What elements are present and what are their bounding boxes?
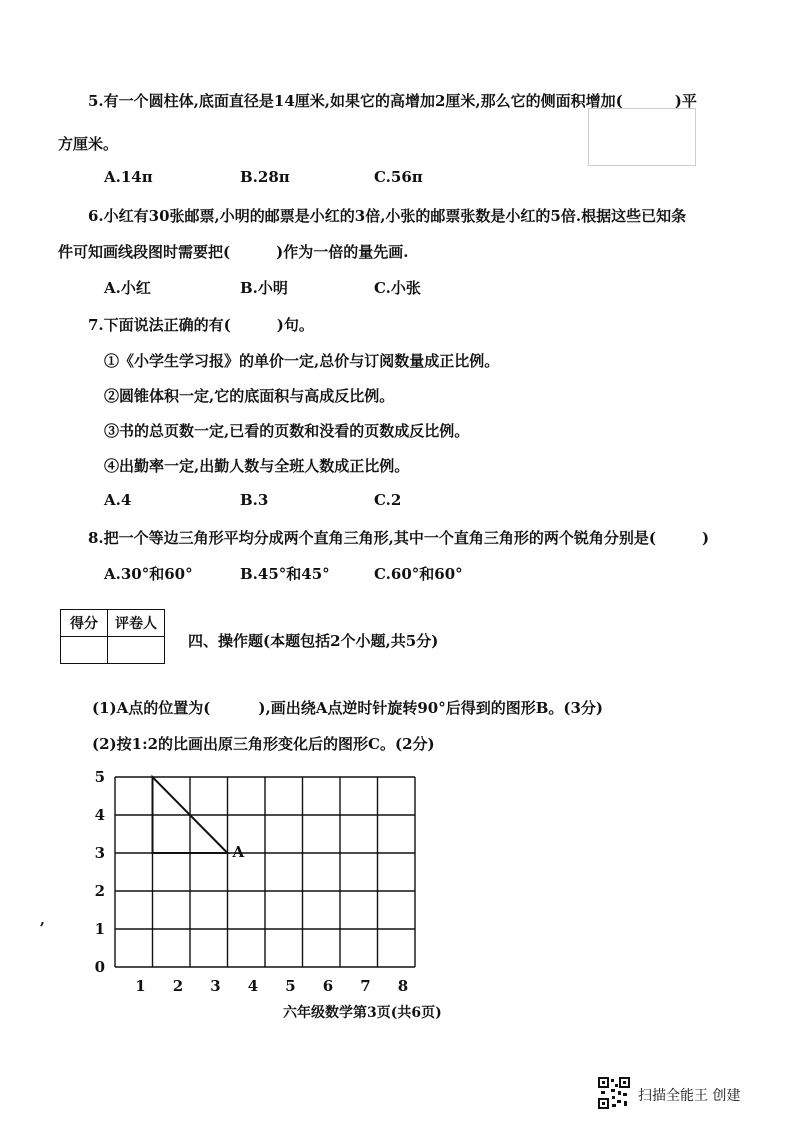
x-tick-label: 6 — [322, 977, 334, 995]
page-footer: 六年级数学第3页(共6页) — [283, 1005, 442, 1021]
x-tick-label: 7 — [360, 977, 371, 995]
x-tick-label: 3 — [210, 977, 221, 995]
grid-lines — [115, 777, 415, 967]
q8-option-a: A.30°和60° — [104, 565, 193, 583]
coordinate-grid[interactable] — [90, 765, 430, 995]
q8-option-c: C.60°和60° — [374, 565, 463, 583]
scan-speck: , — [40, 912, 45, 928]
q6-option-c: C.小张 — [374, 279, 421, 297]
x-axis-labels — [135, 977, 408, 995]
q6-stem-line2: 件可知画线段图时需要把( )作为一倍的量先画. — [58, 243, 409, 261]
grader-label: 评卷人 — [108, 610, 165, 637]
bleed-through-box — [588, 108, 696, 166]
q5-option-b: B.28π — [240, 168, 290, 186]
q7-statement-3: ③书的总页数一定,已看的页数和没看的页数成反比例。 — [104, 422, 470, 440]
score-cell[interactable] — [61, 637, 108, 664]
q7-statement-1: ①《小学生学习报》的单价一定,总价与订阅数量成正比例。 — [104, 352, 500, 370]
x-tick-label: 8 — [397, 977, 409, 995]
q5-stem-line1: 5.有一个圆柱体,底面直径是14厘米,如果它的高增加2厘米,那么它的侧面积增加( )平 — [88, 92, 697, 110]
q8-option-b: B.45°和45° — [240, 565, 330, 583]
x-tick-label: 2 — [172, 977, 184, 995]
y-tick-label: 1 — [94, 920, 105, 938]
q8-stem: 8.把一个等边三角形平均分成两个直角三角形,其中一个直角三角形的两个锐角分别是( ) — [88, 529, 710, 547]
point-a-label: A — [232, 843, 245, 861]
x-tick-label: 5 — [285, 977, 296, 995]
q7-option-b: B.3 — [240, 491, 269, 509]
x-tick-label: 1 — [135, 977, 146, 995]
y-axis-labels — [95, 768, 105, 976]
grader-cell[interactable] — [108, 637, 165, 664]
q7-option-a: A.4 — [104, 491, 132, 509]
scanner-watermark: 扫描全能王 创建 — [638, 1088, 741, 1104]
y-tick-label: 5 — [94, 768, 105, 786]
q5-option-a: A.14π — [104, 168, 153, 186]
y-tick-label: 2 — [94, 882, 105, 900]
y-tick-label: 3 — [94, 844, 105, 862]
section-4-part-2: (2)按1:2的比画出原三角形变化后的图形C。(2分) — [92, 735, 435, 753]
score-box — [60, 609, 165, 664]
q5-stem-line2: 方厘米。 — [58, 135, 119, 153]
y-tick-label: 0 — [94, 958, 105, 976]
q6-stem-line1: 6.小红有30张邮票,小明的邮票是小红的3倍,小张的邮票张数是小红的5倍.根据这些已知条 — [88, 207, 687, 225]
q7-option-c: C.2 — [374, 491, 402, 509]
section-4-part-1: (1)A点的位置为( ),画出绕A点逆时针旋转90°后得到的图形B。(3分) — [92, 699, 604, 717]
score-label: 得分 — [61, 610, 108, 637]
q5-option-c: C.56π — [374, 168, 423, 186]
y-tick-label: 4 — [94, 806, 105, 824]
q7-statement-4: ④出勤率一定,出勤人数与全班人数成正比例。 — [104, 457, 410, 475]
q6-option-a: A.小红 — [104, 279, 151, 297]
q7-stem: 7.下面说法正确的有( )句。 — [88, 316, 314, 334]
q6-option-b: B.小明 — [240, 279, 288, 297]
q7-statement-2: ②圆锥体积一定,它的底面积与高成反比例。 — [104, 387, 395, 405]
qr-code-icon — [598, 1077, 630, 1109]
x-tick-label: 4 — [247, 977, 259, 995]
section-4-title: 四、操作题(本题包括2个小题,共5分) — [188, 632, 439, 650]
